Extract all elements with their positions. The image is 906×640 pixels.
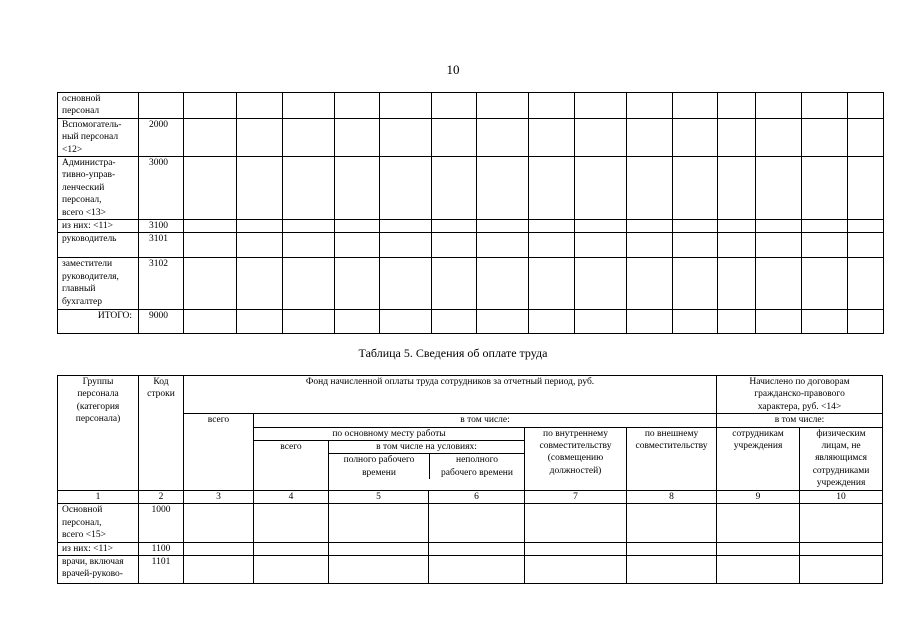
- empty-cell: [627, 504, 717, 542]
- header-groups: Группы персонала (категория персонала): [58, 376, 139, 491]
- empty-cell: [477, 258, 529, 310]
- empty-cell: [380, 157, 432, 220]
- row-code: 2000: [139, 118, 184, 156]
- empty-cell: [718, 93, 756, 119]
- empty-cell: [184, 310, 237, 334]
- header-main-place: по основному месту работы: [254, 427, 525, 440]
- empty-cell: [283, 118, 335, 156]
- row-code: 3100: [139, 220, 184, 233]
- row-name: Основной персонал, всего <15>: [58, 504, 139, 542]
- empty-cell: [477, 310, 529, 334]
- empty-cell: [756, 258, 802, 310]
- header-full-time: полного рабочего времени: [329, 454, 430, 479]
- empty-cell: [380, 258, 432, 310]
- table-row: [58, 310, 884, 334]
- row-name: из них: <11>: [58, 220, 139, 233]
- header-conditions: в том числе на условиях:: [329, 441, 524, 454]
- column-number: 9: [717, 491, 800, 504]
- empty-cell: [718, 258, 756, 310]
- empty-cell: [429, 504, 525, 542]
- header-employees: сотрудникам учреждения: [717, 427, 800, 490]
- empty-cell: [335, 233, 380, 258]
- empty-cell: [575, 310, 627, 334]
- row-code: 3102: [139, 258, 184, 310]
- empty-cell: [283, 220, 335, 233]
- empty-cell: [184, 93, 237, 119]
- empty-cell: [673, 310, 718, 334]
- empty-cell: [756, 93, 802, 119]
- empty-cell: [335, 310, 380, 334]
- empty-cell: [575, 233, 627, 258]
- empty-cell: [756, 310, 802, 334]
- empty-cell: [848, 233, 884, 258]
- empty-cell: [329, 556, 429, 584]
- row-name: ИТОГО:: [58, 310, 139, 334]
- empty-cell: [432, 93, 477, 119]
- empty-cell: [184, 556, 254, 584]
- table-row: [58, 504, 883, 542]
- empty-cell: [673, 118, 718, 156]
- empty-cell: [848, 310, 884, 334]
- empty-cell: [529, 157, 575, 220]
- empty-cell: [673, 157, 718, 220]
- empty-cell: [848, 220, 884, 233]
- empty-cell: [380, 118, 432, 156]
- empty-cell: [477, 233, 529, 258]
- empty-cell: [848, 258, 884, 310]
- empty-cell: [184, 157, 237, 220]
- empty-cell: [627, 556, 717, 584]
- empty-cell: [627, 233, 673, 258]
- empty-cell: [380, 220, 432, 233]
- empty-cell: [627, 157, 673, 220]
- empty-cell: [335, 220, 380, 233]
- empty-cell: [477, 93, 529, 119]
- empty-cell: [432, 220, 477, 233]
- empty-cell: [432, 310, 477, 334]
- empty-cell: [184, 118, 237, 156]
- table-row: [58, 556, 883, 584]
- column-number: 5: [329, 491, 429, 504]
- empty-cell: [432, 258, 477, 310]
- empty-cell: [718, 310, 756, 334]
- empty-cell: [329, 504, 429, 542]
- table-row: [58, 220, 884, 233]
- row-name: Администра- тивно-управ- ленческий персонал, всего <13>: [58, 157, 139, 220]
- column-number: 3: [184, 491, 254, 504]
- row-code: 1100: [139, 542, 184, 555]
- empty-cell: [848, 93, 884, 119]
- empty-cell: [184, 542, 254, 555]
- empty-cell: [717, 504, 800, 542]
- empty-cell: [237, 157, 283, 220]
- empty-cell: [254, 542, 329, 555]
- empty-cell: [575, 157, 627, 220]
- header-conditions-cell: [329, 441, 525, 491]
- empty-cell: [802, 118, 848, 156]
- empty-cell: [848, 118, 884, 156]
- empty-cell: [184, 233, 237, 258]
- empty-cell: [718, 118, 756, 156]
- staff-table-continued: [57, 92, 884, 334]
- empty-cell: [335, 157, 380, 220]
- empty-cell: [432, 157, 477, 220]
- empty-cell: [802, 93, 848, 119]
- empty-cell: [529, 93, 575, 119]
- row-code: [139, 93, 184, 119]
- empty-cell: [800, 542, 883, 555]
- empty-cell: [756, 157, 802, 220]
- empty-cell: [800, 556, 883, 584]
- header-fund: Фонд начисленной оплаты труда сотрудников за отчетный период, руб.: [184, 376, 717, 414]
- empty-cell: [529, 118, 575, 156]
- row-code: 9000: [139, 310, 184, 334]
- empty-cell: [184, 258, 237, 310]
- empty-cell: [184, 504, 254, 542]
- row-name: основной персонал: [58, 93, 139, 119]
- table-row: [58, 258, 884, 310]
- empty-cell: [237, 310, 283, 334]
- header-code: Код строки: [139, 376, 184, 491]
- empty-cell: [673, 233, 718, 258]
- empty-cell: [335, 118, 380, 156]
- header-part-time: неполного рабочего времени: [441, 455, 513, 478]
- table-row: [58, 118, 884, 156]
- empty-cell: [429, 556, 525, 584]
- empty-cell: [756, 118, 802, 156]
- empty-cell: [848, 157, 884, 220]
- empty-cell: [529, 310, 575, 334]
- empty-cell: [627, 93, 673, 119]
- table-row: [58, 542, 883, 555]
- column-number: 8: [627, 491, 717, 504]
- empty-cell: [237, 258, 283, 310]
- row-name: руководитель: [58, 233, 139, 258]
- empty-cell: [627, 542, 717, 555]
- table-row: [58, 233, 884, 258]
- empty-cell: [627, 220, 673, 233]
- column-number: 4: [254, 491, 329, 504]
- empty-cell: [380, 93, 432, 119]
- column-number: 2: [139, 491, 184, 504]
- header-individuals: физическим лицам, не являющимся сотрудниками учреждения: [800, 427, 883, 490]
- header-total: всего: [184, 414, 254, 491]
- page-number: 10: [446, 62, 460, 77]
- empty-cell: [237, 233, 283, 258]
- header-external: по внешнему совместительству: [627, 427, 717, 490]
- row-name: из них: <11>: [58, 542, 139, 555]
- table-row: [58, 157, 884, 220]
- empty-cell: [627, 310, 673, 334]
- row-code: 3101: [139, 233, 184, 258]
- empty-cell: [802, 233, 848, 258]
- empty-cell: [718, 157, 756, 220]
- empty-cell: [756, 220, 802, 233]
- row-code: 1101: [139, 556, 184, 584]
- empty-cell: [283, 233, 335, 258]
- empty-cell: [237, 220, 283, 233]
- row-name: Вспомогатель- ный персонал <12>: [58, 118, 139, 156]
- empty-cell: [673, 93, 718, 119]
- header-including: в том числе:: [254, 414, 717, 427]
- empty-cell: [529, 233, 575, 258]
- empty-cell: [575, 220, 627, 233]
- empty-cell: [477, 118, 529, 156]
- empty-cell: [525, 504, 627, 542]
- empty-cell: [525, 542, 627, 555]
- empty-cell: [283, 93, 335, 119]
- row-name: заместители руководителя, главный бухгалтер: [58, 258, 139, 310]
- empty-cell: [575, 258, 627, 310]
- empty-cell: [575, 118, 627, 156]
- header-internal: по внутреннему совместительству (совмещению должностей): [525, 427, 627, 490]
- table-row: [58, 93, 884, 119]
- empty-cell: [237, 118, 283, 156]
- empty-cell: [335, 258, 380, 310]
- column-number: 10: [800, 491, 883, 504]
- column-number: 1: [58, 491, 139, 504]
- empty-cell: [329, 542, 429, 555]
- empty-cell: [800, 504, 883, 542]
- empty-cell: [627, 118, 673, 156]
- empty-cell: [477, 157, 529, 220]
- empty-cell: [283, 258, 335, 310]
- empty-cell: [184, 220, 237, 233]
- empty-cell: [575, 93, 627, 119]
- empty-cell: [802, 258, 848, 310]
- empty-cell: [237, 93, 283, 119]
- empty-cell: [673, 220, 718, 233]
- empty-cell: [529, 258, 575, 310]
- empty-cell: [429, 542, 525, 555]
- empty-cell: [717, 542, 800, 555]
- empty-cell: [717, 556, 800, 584]
- header-including-contracts: в том числе:: [717, 414, 883, 427]
- column-number: 6: [429, 491, 525, 504]
- column-number: 7: [525, 491, 627, 504]
- empty-cell: [802, 157, 848, 220]
- row-code: 3000: [139, 157, 184, 220]
- empty-cell: [335, 93, 380, 119]
- empty-cell: [254, 504, 329, 542]
- empty-cell: [254, 556, 329, 584]
- row-name: врачи, включая врачей-руково-: [58, 556, 139, 584]
- empty-cell: [380, 310, 432, 334]
- header-contracts: Начислено по договорам гражданско-правового характера, руб. <14>: [717, 376, 883, 414]
- table5-title: Таблица 5. Сведения об оплате труда: [358, 346, 548, 360]
- empty-cell: [283, 157, 335, 220]
- empty-cell: [802, 310, 848, 334]
- empty-cell: [525, 556, 627, 584]
- empty-cell: [529, 220, 575, 233]
- empty-cell: [673, 258, 718, 310]
- empty-cell: [718, 220, 756, 233]
- empty-cell: [718, 233, 756, 258]
- header-main-total: всего: [254, 441, 329, 491]
- empty-cell: [432, 233, 477, 258]
- empty-cell: [380, 233, 432, 258]
- empty-cell: [477, 220, 529, 233]
- empty-cell: [283, 310, 335, 334]
- empty-cell: [802, 220, 848, 233]
- empty-cell: [627, 258, 673, 310]
- empty-cell: [432, 118, 477, 156]
- row-code: 1000: [139, 504, 184, 542]
- payroll-table: [57, 375, 883, 584]
- empty-cell: [756, 233, 802, 258]
